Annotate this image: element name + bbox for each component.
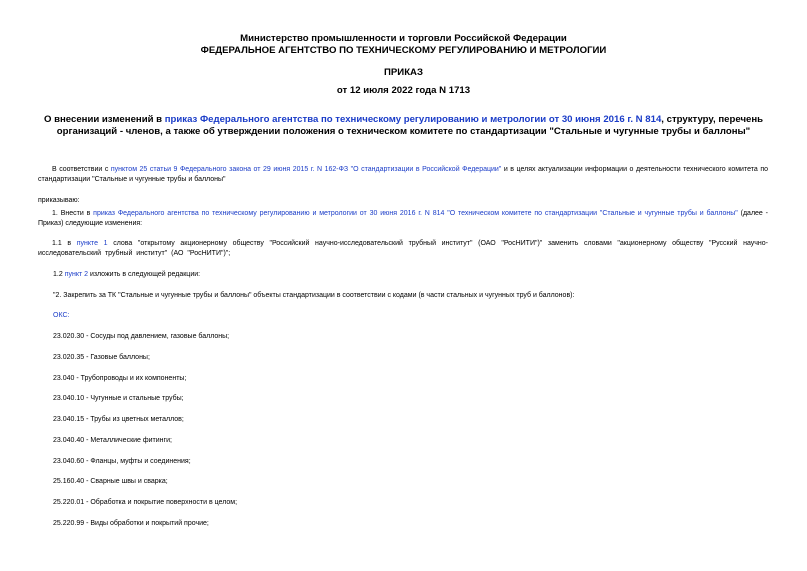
- document-type: ПРИКАЗ: [384, 67, 423, 78]
- item-1-1-suffix: слова "открытому акционерному обществу "Российский научно-исследовательский трубный институт" (ОАО "РосНИТИ")" заменить словами "акционерному обществу "Русский научно-исследовательский трубный институт" (АО "РосНИТИ")";: [38, 240, 768, 258]
- item-1-prefix: 1. Внести в: [52, 210, 94, 217]
- oks-code-item: 25.220.99 - Виды обработки и покрытий прочие;: [53, 520, 209, 527]
- oks-code-item: 23.020.30 - Сосуды под давлением, газовые баллоны;: [53, 333, 230, 340]
- document-date-number: от 12 июля 2022 года N 1713: [336, 85, 471, 96]
- federal-law-link[interactable]: пунктом 25 статьи 9 Федерального закона от 29 июня 2015 г. N 162-ФЗ "О стандартизации в Российской Федерации": [110, 166, 502, 173]
- punkt-2-link[interactable]: пункт 2: [64, 271, 89, 278]
- punkt-1-link[interactable]: пункте 1: [76, 240, 108, 247]
- title-order-link[interactable]: приказ Федерального агентства по техническому регулированию и метрологии от 30 июня 2016 г. N 814: [164, 114, 662, 125]
- oks-link[interactable]: ОКС:: [53, 312, 70, 319]
- item-1-2-paragraph: [53, 270, 200, 280]
- intro-suffix: и в целях актуализации информации о деятельности технического комитета по стандартизации "Стальные и чугунные трубы и баллоны": [38, 166, 768, 184]
- quote-paragraph-2: "2. Закрепить за ТК "Стальные и чугунные трубы и баллоны" объекты стандартизации в соответствии с кодами (в части стальных и чугунных труб и баллонов):: [53, 292, 575, 299]
- item-1-2-prefix: 1.2: [53, 271, 65, 278]
- item-1-2-suffix: изложить в следующей редакции:: [88, 271, 201, 278]
- order-814-link[interactable]: приказ Федерального агентства по техническому регулированию и метрологии от 30 июня 2016 г. N 814 "О техническом комитете по стандартизации "Стальные и чугунные трубы и баллоны": [93, 210, 738, 217]
- agency-name: ФЕДЕРАЛЬНОЕ АГЕНТСТВО ПО ТЕХНИЧЕСКОМУ РЕГУЛИРОВАНИЮ И МЕТРОЛОГИИ: [200, 45, 607, 56]
- item-1-1-prefix: 1.1 в: [52, 240, 77, 247]
- oks-code-item: 25.220.01 - Обработка и покрытие поверхности в целом;: [53, 499, 238, 506]
- oks-code-item: 23.040 - Трубопроводы и их компоненты;: [53, 375, 187, 382]
- oks-code-item: 23.040.40 - Металлические фитинги;: [53, 437, 172, 444]
- oks-code-item: 25.160.40 - Сварные швы и сварка;: [53, 478, 168, 485]
- ministry-name: Министерство промышленности и торговли Российской Федерации: [240, 33, 567, 44]
- order-word: приказываю:: [38, 197, 80, 204]
- title-prefix: О внесении изменений в: [43, 114, 165, 125]
- intro-prefix: В соответствии с: [52, 166, 111, 173]
- item-1-1-paragraph: [38, 239, 768, 260]
- intro-paragraph: [38, 165, 768, 186]
- oks-code-item: 23.040.15 - Трубы из цветных металлов;: [53, 416, 184, 423]
- item-1-suffix: (далее - Приказ) следующие изменения:: [38, 210, 768, 228]
- oks-code-item: 23.040.10 - Чугунные и стальные трубы;: [53, 395, 184, 402]
- oks-code-item: 23.020.35 - Газовые баллоны;: [53, 354, 150, 361]
- document-title: [20, 114, 787, 138]
- title-suffix: , структуру, перечень организаций - членов, а также об утверждении положения о техническом комитете по стандартизации "Стальные и чугунные трубы и баллоны": [56, 114, 764, 137]
- oks-code-item: 23.040.60 - Фланцы, муфты и соединения;: [53, 458, 191, 465]
- item-1-paragraph: [38, 209, 768, 230]
